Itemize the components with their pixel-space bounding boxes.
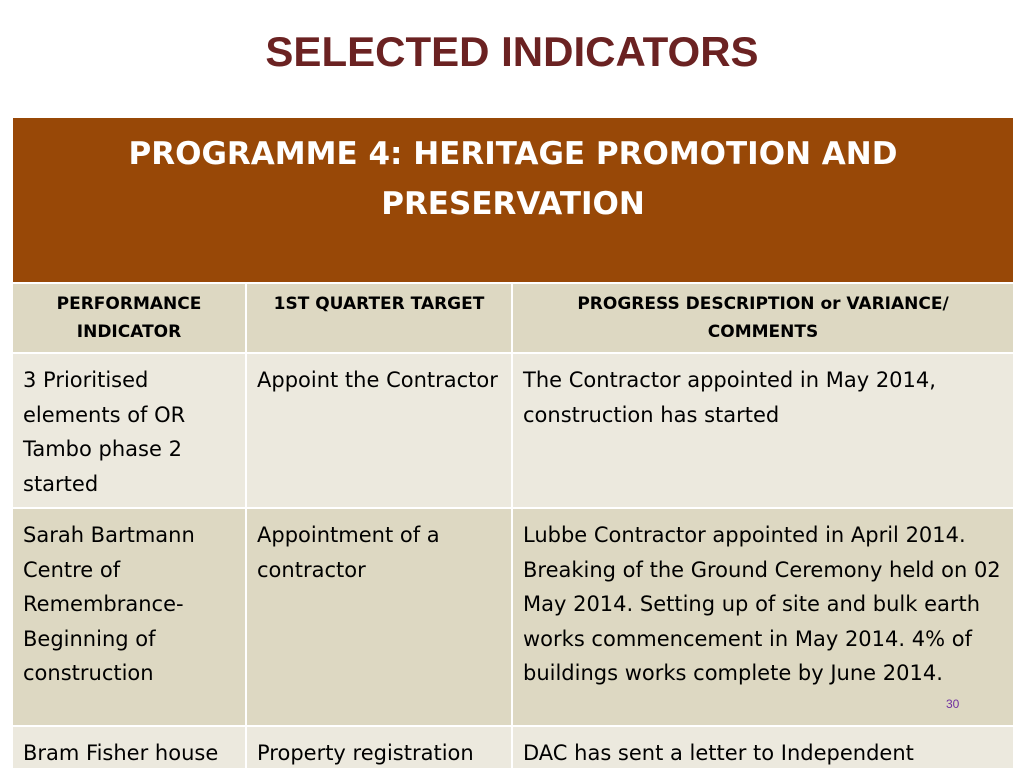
cell-indicator: Sarah Bartmann Centre of Remembrance- Beginning of construction <box>12 508 246 726</box>
cell-target: Appoint the Contractor <box>246 353 512 508</box>
header-quarter-target: 1ST QUARTER TARGET <box>246 283 512 353</box>
indicators-table <box>11 116 1015 768</box>
table-row <box>12 353 1014 508</box>
banner-row <box>12 117 1014 283</box>
indicators-table-container <box>11 116 1013 768</box>
programme-banner: PROGRAMME 4: HERITAGE PROMOTION AND PRESERVATION <box>12 117 1014 283</box>
page-number: 30 <box>946 697 960 711</box>
cell-target: Property registration <box>246 726 512 768</box>
cell-progress: Lubbe Contractor appointed in April 2014. Breaking of the Ground Ceremony held on 02 May 2014. Setting up of site and bulk earth works commencement in May 2014. 4% of buildings works complete by June 2014. <box>512 508 1014 726</box>
cell-indicator: Bram Fisher house <box>12 726 246 768</box>
header-row <box>12 283 1014 353</box>
table-row <box>12 508 1014 726</box>
slide-title: SELECTED INDICATORS <box>265 28 759 75</box>
table-row <box>12 726 1014 768</box>
cell-progress: The Contractor appointed in May 2014, construction has started <box>512 353 1014 508</box>
cell-target: Appointment of a contractor <box>246 508 512 726</box>
header-performance-indicator: PERFORMANCE INDICATOR <box>12 283 246 353</box>
cell-progress: DAC has sent a letter to Independent <box>512 726 1014 768</box>
cell-indicator: 3 Prioritised elements of OR Tambo phase 2 started <box>12 353 246 508</box>
header-progress-description: PROGRESS DESCRIPTION or VARIANCE/ COMMENTS <box>512 283 1014 353</box>
